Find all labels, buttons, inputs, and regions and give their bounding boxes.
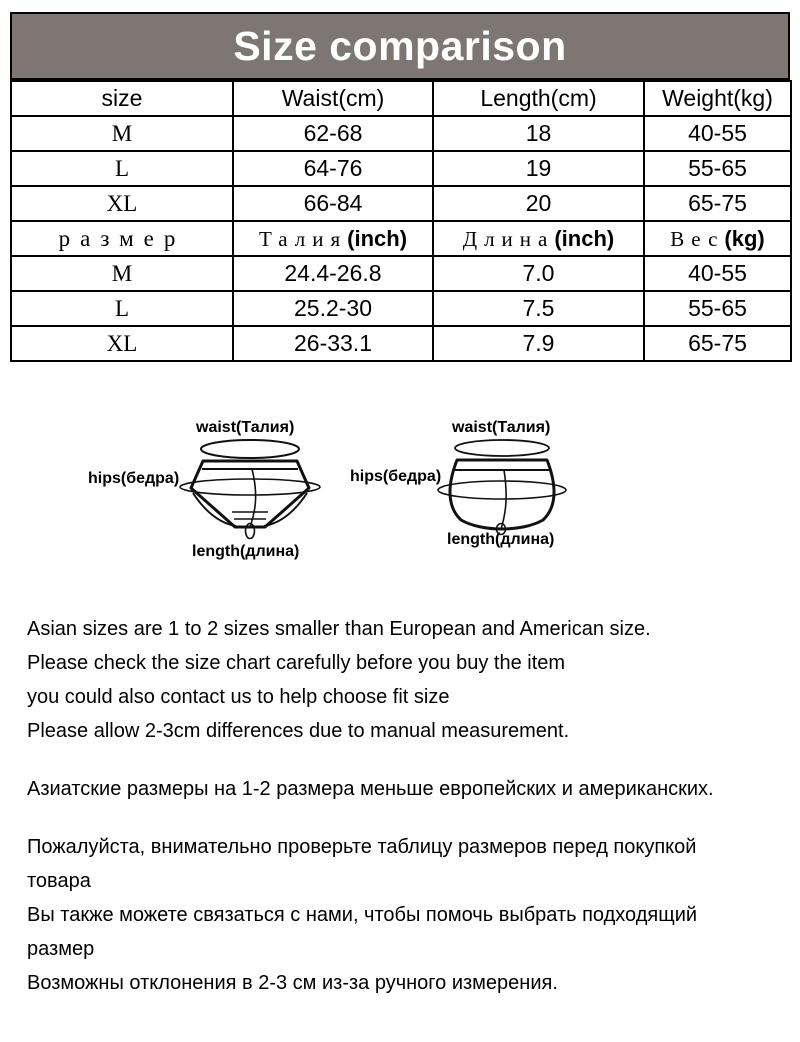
weight-cell: 55-65 xyxy=(644,291,791,326)
briefs-length-label: length(длина) xyxy=(192,543,300,560)
table-header-inch xyxy=(11,221,791,256)
waist-cell: 26-33.1 xyxy=(233,326,433,361)
length-ru-label: Длина xyxy=(462,227,555,251)
header-cell-length-inch xyxy=(433,221,644,256)
header-cell-waist-cm: Waist(cm) xyxy=(233,81,433,116)
header-cell-weight-ru xyxy=(644,221,791,256)
size-cell: XL xyxy=(11,326,233,361)
size-cell: XL xyxy=(11,186,233,221)
notes-section xyxy=(27,612,787,1000)
briefs-diagram xyxy=(172,438,328,540)
weight-cell: 55-65 xyxy=(644,151,791,186)
note-ru-line: Вы также можете связаться с нами, чтобы помочь выбрать подходящий xyxy=(27,904,698,926)
length-cell: 7.5 xyxy=(433,291,644,326)
table-row xyxy=(11,256,791,291)
page-title: Size comparison xyxy=(233,22,567,69)
length-cell: 7.9 xyxy=(433,326,644,361)
waist-cell: 62-68 xyxy=(233,116,433,151)
header-cell-razmer: размер xyxy=(11,221,233,256)
size-table xyxy=(10,80,792,362)
size-cell: L xyxy=(11,151,233,186)
note-ru-line: Пожалуйста, внимательно проверьте таблицу размеров перед покупкой xyxy=(27,836,697,858)
boyshorts-hips-label: hips(бедра) xyxy=(350,468,442,485)
size-cell: L xyxy=(11,291,233,326)
boyshorts-diagram xyxy=(430,438,580,536)
header-cell-weight-kg: Weight(kg) xyxy=(644,81,791,116)
length-unit-label: (inch) xyxy=(554,226,615,251)
title-banner xyxy=(10,12,790,80)
length-cell: 20 xyxy=(433,186,644,221)
weight-cell: 40-55 xyxy=(644,116,791,151)
weight-unit-label: (kg) xyxy=(724,226,765,251)
weight-cell: 65-75 xyxy=(644,186,791,221)
note-ru-line: Возможны отклонения в 2-3 см из-за ручного измерения. xyxy=(27,972,558,994)
waist-cell: 25.2-30 xyxy=(233,291,433,326)
length-cell: 19 xyxy=(433,151,644,186)
note-en-line: Asian sizes are 1 to 2 sizes smaller than European and American size. xyxy=(27,618,651,640)
boyshorts-waist-label: waist(Талия) xyxy=(452,419,551,436)
waist-unit-label: (inch) xyxy=(347,226,408,251)
size-cell: M xyxy=(11,116,233,151)
briefs-waist-label: waist(Талия) xyxy=(196,419,295,436)
boyshorts-length-label: length(длина) xyxy=(447,531,555,548)
header-cell-size: size xyxy=(11,81,233,116)
briefs-hips-label: hips(бедра) xyxy=(88,470,180,487)
waist-cell: 64-76 xyxy=(233,151,433,186)
table-row xyxy=(11,186,791,221)
note-en-line: Please allow 2-3cm differences due to manual measurement. xyxy=(27,720,570,742)
length-cell: 18 xyxy=(433,116,644,151)
weight-ru-label: Вес xyxy=(670,227,725,251)
note-ru-line: Азиатские размеры на 1-2 размера меньше европейских и американских. xyxy=(27,778,714,800)
note-en-line: Please check the size chart carefully before you buy the item xyxy=(27,652,566,674)
table-row xyxy=(11,326,791,361)
table-row xyxy=(11,116,791,151)
waist-cell: 24.4-26.8 xyxy=(233,256,433,291)
header-cell-waist-inch xyxy=(233,221,433,256)
table-row xyxy=(11,291,791,326)
waist-cell: 66-84 xyxy=(233,186,433,221)
header-cell-length-cm: Length(cm) xyxy=(433,81,644,116)
size-cell: M xyxy=(11,256,233,291)
weight-cell: 40-55 xyxy=(644,256,791,291)
note-ru-line: товара xyxy=(27,870,91,892)
table-header-cm xyxy=(11,81,791,116)
weight-cell: 65-75 xyxy=(644,326,791,361)
note-en-line: you could also contact us to help choose fit size xyxy=(27,686,450,708)
length-cell: 7.0 xyxy=(433,256,644,291)
waist-ru-label: Талия xyxy=(258,227,348,251)
table-row xyxy=(11,151,791,186)
note-ru-line: размер xyxy=(27,938,95,960)
